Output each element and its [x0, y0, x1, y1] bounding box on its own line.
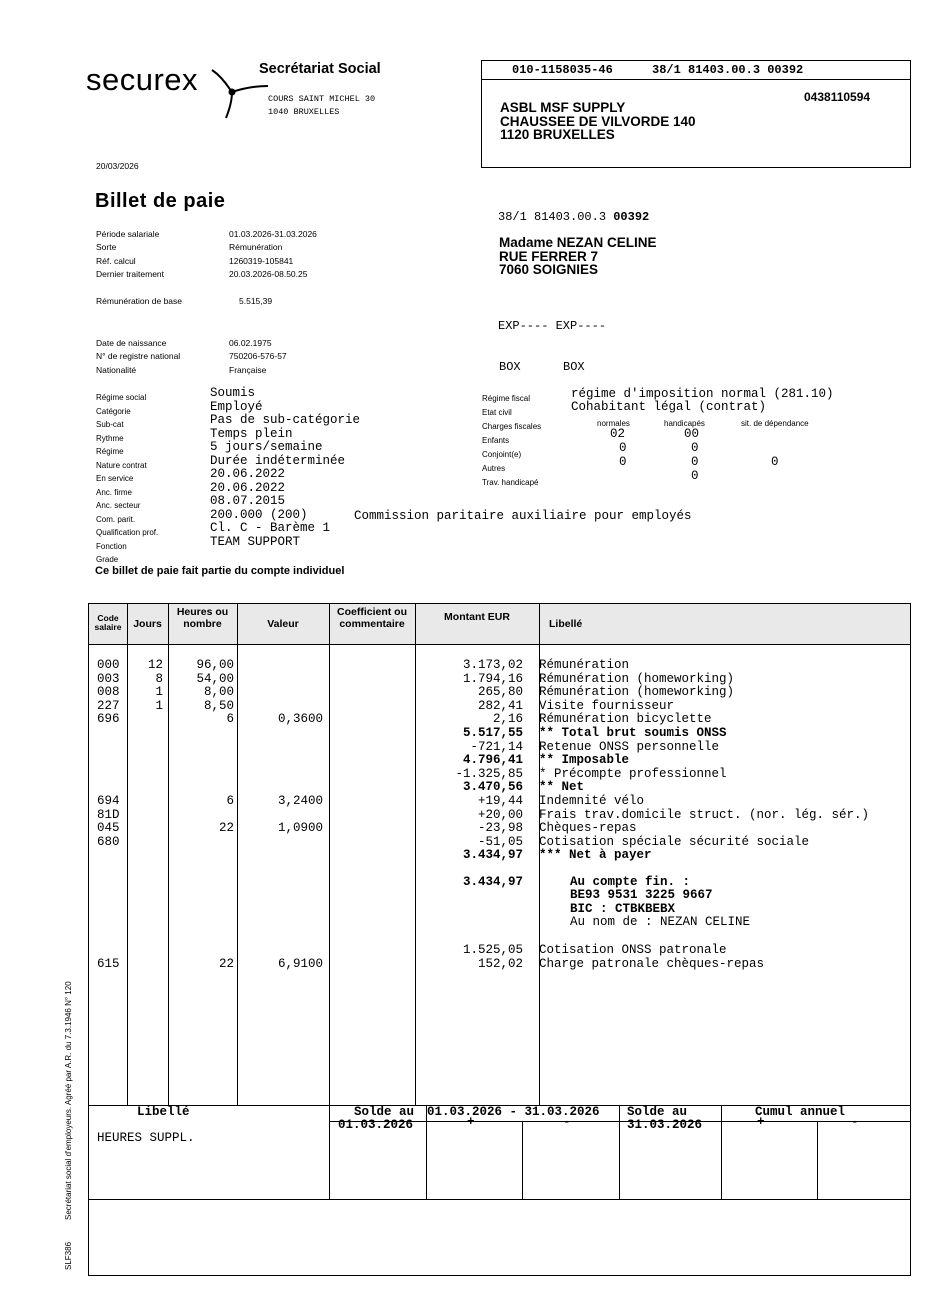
- payment-holder: Au nom de : NEZAN CELINE: [570, 915, 751, 929]
- employer-reference: 38/1 81403.00.3 00392: [652, 63, 804, 77]
- pay-line-montant: -51,05: [477, 834, 523, 849]
- pay-line-libelle: Rémunération: [539, 658, 630, 672]
- pay-line-code: 045: [97, 821, 120, 836]
- footer-minus-1: -: [563, 1115, 571, 1129]
- header-coefficient: Coefficient ou commentaire: [337, 606, 407, 630]
- employer-meal-count: 22: [218, 957, 234, 971]
- header-montant: Montant EUR: [444, 611, 510, 623]
- pay-line-heures: 96,00: [196, 658, 234, 672]
- pay-line-heures: [168, 754, 234, 768]
- pay-line-jours: [127, 849, 163, 863]
- employer-account: 010-1158035-46: [512, 63, 613, 77]
- pay-line-heures: [168, 768, 234, 782]
- page-title: Billet de paie: [95, 190, 226, 212]
- pay-line-heures: 6: [226, 712, 234, 727]
- pay-line-valeur: [237, 809, 323, 823]
- employer-meal-code: 615: [97, 957, 120, 971]
- pay-line-valeur: [237, 673, 323, 687]
- securex-logo-text: securex: [86, 62, 199, 97]
- joint-committee-description: Commission paritaire auxiliaire pour employés: [354, 509, 692, 523]
- pay-line-montant: 5.517,55: [462, 726, 523, 740]
- pay-line-heures: [168, 809, 234, 823]
- footer-period: 01.03.2026 - 31.03.2026: [427, 1105, 600, 1119]
- pay-line-heures: 8,50: [203, 698, 234, 713]
- footer-solde-date-2: 31.03.2026: [627, 1118, 703, 1132]
- pay-line-jours: 1: [155, 685, 163, 700]
- issue-date: 20/03/2026: [96, 161, 139, 171]
- pay-line-heures: 22: [218, 821, 234, 836]
- footer-row-label: HEURES SUPPL.: [97, 1131, 195, 1145]
- personal-values: 06.02.1975 750206-576-57 Française: [229, 338, 287, 375]
- pay-line-jours: [127, 754, 163, 768]
- pay-line-jours: [127, 809, 163, 823]
- pay-line-montant: +20,00: [477, 807, 523, 822]
- pay-line-montant: +19,44: [477, 794, 523, 808]
- pay-line-libelle: Visite fournisseur: [539, 698, 675, 713]
- employer-box: [481, 60, 911, 168]
- employer-number: 0438110594: [804, 90, 871, 104]
- col-dependance: sit. de dépendance: [741, 419, 809, 428]
- pay-line-montant: 3.470,56: [462, 780, 523, 795]
- pay-line-jours: 1: [155, 698, 163, 713]
- pay-line-montant: 2,16: [492, 712, 523, 727]
- pay-line-libelle: Cotisation spéciale sécurité sociale: [539, 834, 810, 849]
- footer-solde-au-1: Solde au: [354, 1105, 415, 1119]
- social-values: Soumis Employé Pas de sub-catégorie Temps plein 5 jours/semaine Durée indéterminée 20.06.2022 20.06.2022 08.07.2015 200.000 (200) Cl. C - Barème 1 TEAM SUPPORT: [210, 386, 361, 549]
- exp-line: EXP---- EXP----: [498, 319, 607, 333]
- footer-libelle: Libellé: [137, 1105, 190, 1119]
- pay-line-montant: -23,98: [477, 821, 523, 836]
- pay-line-jours: [127, 741, 163, 755]
- pay-line-valeur: [237, 781, 323, 795]
- box-2: BOX: [563, 360, 585, 374]
- form-code: SLF386: [64, 1241, 73, 1270]
- conjoint-normales: 0: [619, 441, 627, 455]
- employer-address: ASBL MSF SUPPLY CHAUSSEE DE VILVORDE 140 1120 BRUXELLES: [500, 100, 696, 142]
- enfants-normales: 02: [610, 427, 626, 441]
- pay-line-jours: [127, 727, 163, 741]
- pay-table: [88, 603, 911, 1276]
- footer-plus-1: +: [467, 1115, 475, 1129]
- payment-bic: BIC : CTBKBEBX: [570, 902, 676, 916]
- employer-meal-value: 6,9100: [277, 957, 323, 971]
- employer-contribution-label: Cotisation ONSS patronale: [539, 943, 727, 957]
- pay-line-heures: [168, 741, 234, 755]
- pay-line-heures: [168, 781, 234, 795]
- worker-reference: 38/1 81403.00.3 00392: [498, 210, 650, 224]
- pay-line-valeur: [237, 836, 323, 850]
- employer-meal-amount: 152,02: [477, 957, 523, 971]
- pay-line-code: 000: [97, 658, 120, 672]
- base-salary-label: Rémunération de base: [96, 296, 183, 306]
- pay-line-heures: 6: [226, 794, 234, 808]
- autres-handicapes: 0: [691, 455, 699, 469]
- pay-line-code: 680: [97, 834, 120, 849]
- pay-line-libelle: Rémunération (homeworking): [539, 685, 735, 700]
- marital-status: Cohabitant légal (contrat): [571, 400, 767, 414]
- pay-line-heures: 54,00: [196, 671, 234, 686]
- autres-dependance: 0: [771, 455, 779, 469]
- pay-line-libelle: Rémunération bicyclette: [539, 712, 712, 727]
- pay-line-valeur: [237, 849, 323, 863]
- footer-minus-2: -: [851, 1115, 859, 1129]
- footer-solde-au-2: Solde au: [627, 1105, 688, 1119]
- social-labels: Régime social Catégorie Sub-cat Rythme Régime Nature contrat En service Anc. firme Anc. secteur Com. parit. Qualification prof. Fonction Grade: [96, 393, 159, 564]
- pay-line-libelle: ** Total brut soumis ONSS: [539, 726, 727, 740]
- pay-line-valeur: [237, 768, 323, 782]
- pay-line-valeur: 1,0900: [277, 821, 323, 836]
- pay-line-jours: [127, 795, 163, 809]
- worker-address: Madame NEZAN CELINE RUE FERRER 7 7060 SOIGNIES: [499, 235, 657, 277]
- pay-line-valeur: [237, 659, 323, 673]
- pay-line-montant: 3.434,97: [462, 848, 523, 863]
- pay-line-code: 227: [97, 698, 120, 713]
- autres-normales: 0: [619, 455, 627, 469]
- pay-line-code: 81D: [97, 807, 120, 822]
- enfants-handicapes: 00: [684, 427, 700, 441]
- pay-line-valeur: [237, 686, 323, 700]
- fiscal-regime: régime d'imposition normal (281.10): [571, 387, 834, 401]
- pay-line-valeur: [237, 700, 323, 714]
- pay-line-valeur: [237, 741, 323, 755]
- header-libelle: Libellé: [549, 618, 583, 630]
- pay-line-montant: 265,80: [477, 685, 523, 700]
- pay-line-libelle: Retenue ONSS personnelle: [539, 739, 720, 754]
- pay-line-jours: [127, 836, 163, 850]
- col-handicapes: handicapés: [664, 419, 705, 428]
- personal-labels: Date de naissance N° de registre national Nationalité: [96, 338, 181, 375]
- info-labels: Période salariale Sorte Réf. calcul Dernier traitement: [96, 229, 165, 279]
- info-values: 01.03.2026-31.03.2026 Rémunération 1260319-105841 20.03.2026-08.50.25: [229, 229, 317, 279]
- employer-contribution-amount: 1.525,05: [462, 943, 523, 957]
- trav-handicape-value: 0: [691, 469, 699, 483]
- pay-line-libelle: Rémunération (homeworking): [539, 671, 735, 686]
- pay-line-montant: -721,14: [470, 739, 523, 754]
- pay-line-libelle: ** Imposable: [539, 753, 630, 768]
- box-1: BOX: [499, 360, 521, 374]
- pay-line-valeur: 3,2400: [277, 794, 323, 808]
- pay-line-code: 008: [97, 685, 120, 700]
- pay-line-montant: 4.796,41: [462, 753, 523, 768]
- footer-cumul: Cumul annuel: [755, 1105, 846, 1119]
- pay-line-jours: [127, 781, 163, 795]
- org-title: Secrétariat Social: [259, 61, 381, 77]
- pay-line-valeur: [237, 754, 323, 768]
- pay-line-code: 696: [97, 712, 120, 727]
- pay-line-heures: [168, 727, 234, 741]
- pay-line-libelle: ** Net: [539, 780, 585, 795]
- pay-line-jours: [127, 713, 163, 727]
- pay-line-montant: 1.794,16: [462, 671, 523, 686]
- individual-account-notice: Ce billet de paie fait partie du compte individuel: [95, 565, 345, 577]
- footer-plus-2: +: [757, 1115, 765, 1129]
- pay-line-jours: 8: [155, 671, 163, 686]
- header-code: Code salaire: [94, 613, 122, 632]
- header-valeur: Valeur: [267, 618, 299, 630]
- pay-line-libelle: * Précompte professionnel: [539, 766, 727, 781]
- pay-line-libelle: Indemnité vélo: [539, 794, 645, 808]
- pay-line-valeur: [237, 727, 323, 741]
- employer-meal-label: Charge patronale chèques-repas: [539, 957, 765, 971]
- pay-line-montant: -1.325,85: [455, 766, 523, 781]
- payment-account-label: Au compte fin. :: [570, 875, 691, 889]
- org-address: COURS SAINT MICHEL 30 1040 BRUXELLES: [268, 94, 376, 117]
- pay-line-libelle: Chèques-repas: [539, 821, 637, 836]
- payment-amount: 3.434,97: [462, 875, 523, 889]
- fiscal-labels: Régime fiscal Etat civil Charges fiscales Enfants Conjoint(e) Autres Trav. handicapé: [482, 394, 542, 487]
- pay-line-valeur: 0,3600: [277, 712, 323, 727]
- pay-line-montant: 3.173,02: [462, 658, 523, 672]
- pay-line-libelle: *** Net à payer: [539, 848, 652, 863]
- pay-line-code: 694: [97, 794, 120, 808]
- pay-line-code: 003: [97, 671, 120, 686]
- pay-line-montant: 282,41: [477, 698, 523, 713]
- header-heures: Heures ou nombre: [176, 606, 229, 630]
- pay-line-jours: [127, 822, 163, 836]
- base-salary-value: 5.515,39: [239, 296, 273, 306]
- pay-line-heures: 8,00: [203, 685, 234, 700]
- conjoint-handicapes: 0: [691, 441, 699, 455]
- pay-line-jours: 12: [147, 658, 163, 672]
- pay-line-libelle: Frais trav.domicile struct. (nor. lég. sér.): [539, 807, 870, 822]
- pay-line-jours: [127, 768, 163, 782]
- footer-solde-date-1: 01.03.2026: [338, 1118, 414, 1132]
- payment-iban: BE93 9531 3225 9667: [570, 888, 713, 902]
- col-normales: normales: [597, 419, 630, 428]
- pay-line-heures: [168, 836, 234, 850]
- header-jours: Jours: [133, 618, 162, 630]
- pay-line-heures: [168, 849, 234, 863]
- legal-notice: Secrétariat social d'employeurs. Agréé par A.R. du 7.3.1946 N° 120: [64, 981, 73, 1220]
